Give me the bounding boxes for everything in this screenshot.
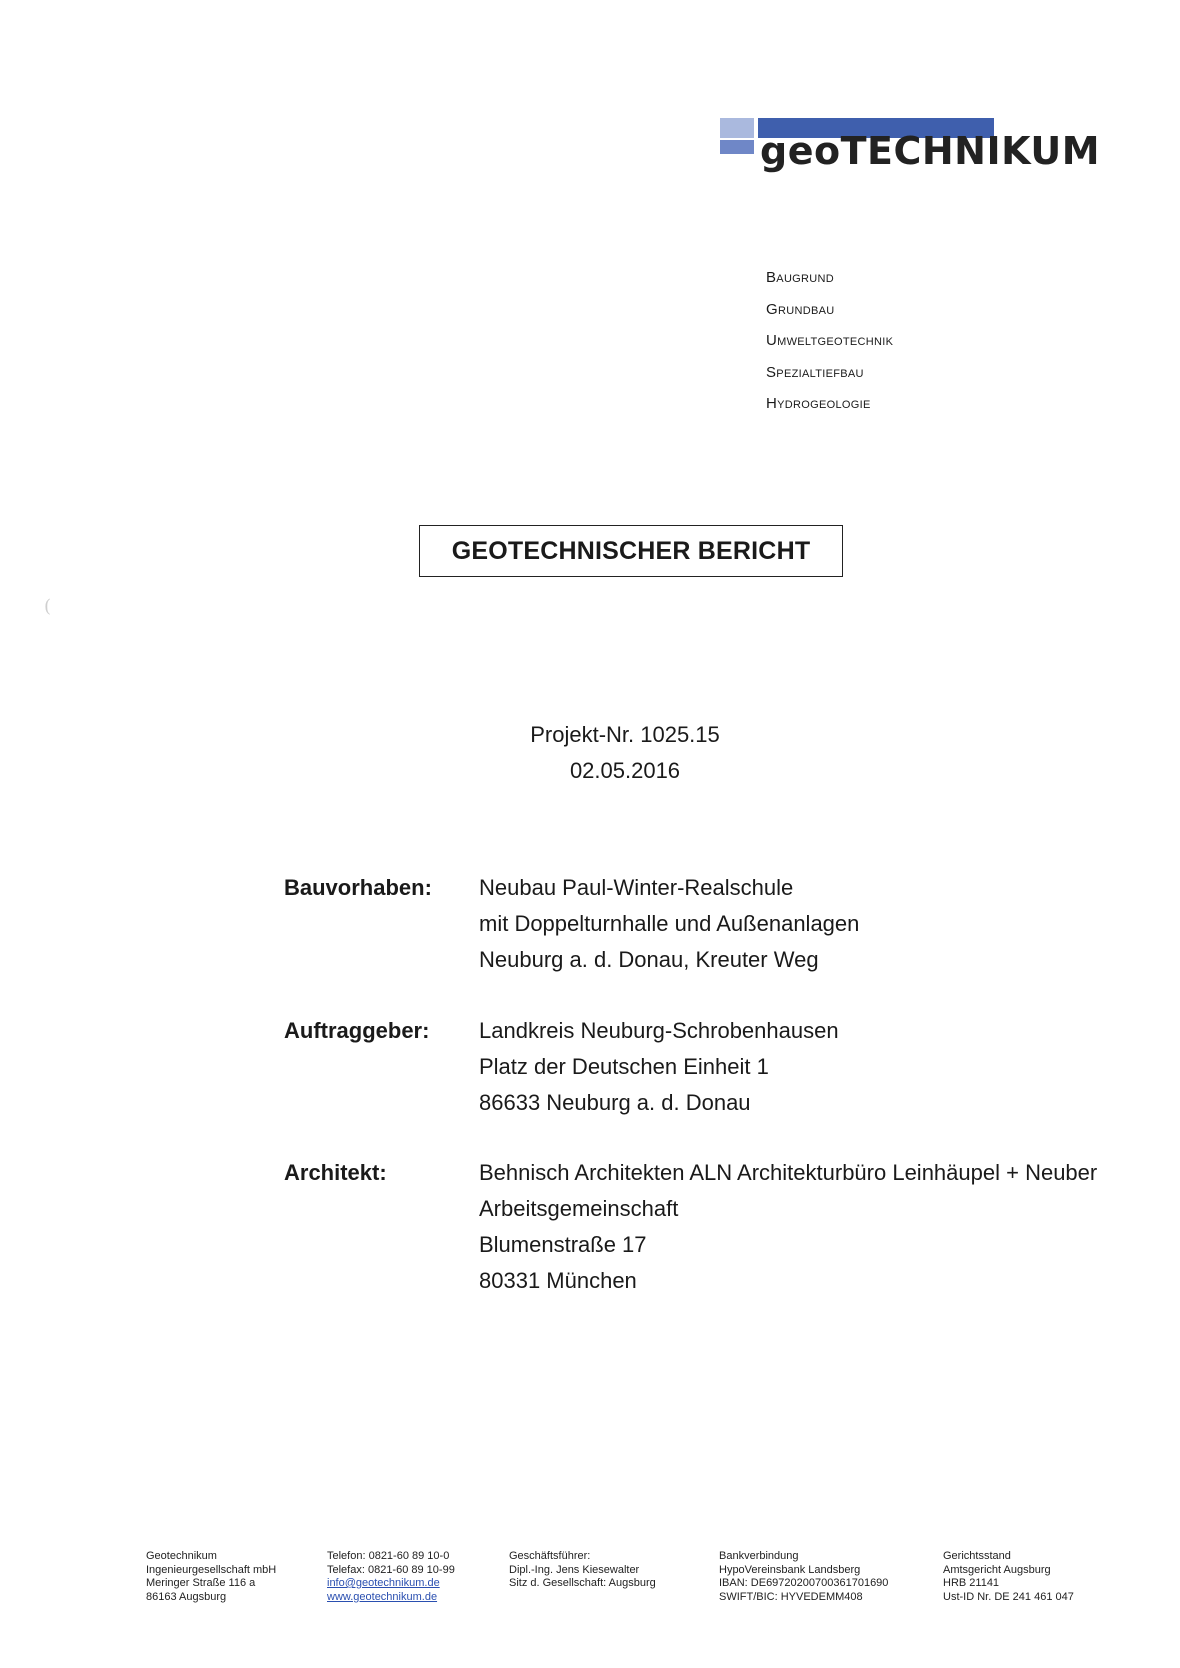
section-label: Auftraggeber:	[284, 1018, 430, 1043]
footer-phone: Telefon: 0821-60 89 10-0	[327, 1550, 450, 1562]
section-line: Arbeitsgemeinschaft	[479, 1196, 679, 1221]
section-line: 86633 Neuburg a. d. Donau	[479, 1090, 751, 1115]
service-item: Baugrund	[766, 269, 835, 286]
footer-line: Gerichtsstand	[943, 1550, 1011, 1562]
footer-line: Sitz d. Gesellschaft: Augsburg	[509, 1577, 656, 1589]
footer-line: Amtsgericht Augsburg	[943, 1563, 1051, 1576]
service-item: Hydrogeologie	[766, 395, 871, 412]
footer-line: Meringer Straße 116 a	[146, 1577, 256, 1589]
footer-line: IBAN: DE69720200700361701690	[719, 1577, 889, 1589]
footer-line: 86163 Augsburg	[146, 1590, 227, 1603]
scan-mark: (	[44, 596, 52, 617]
logo-square-light	[720, 118, 754, 138]
footer-email-link[interactable]: info@geotechnikum.de	[327, 1577, 440, 1589]
section-line: Neubau Paul-Winter-Realschule	[479, 875, 794, 900]
section-line: Neuburg a. d. Donau, Kreuter Weg	[479, 947, 819, 972]
footer-line: SWIFT/BIC: HYVEDEMM408	[719, 1590, 863, 1603]
page-footer	[146, 1550, 1106, 1610]
section-label: Bauvorhaben:	[284, 875, 432, 900]
section-line: mit Doppelturnhalle und Außenanlagen	[479, 911, 860, 936]
project-date: 02.05.2016	[569, 758, 681, 783]
footer-court	[943, 1550, 1074, 1604]
footer-contact	[327, 1550, 455, 1604]
report-title: GEOTECHNISCHER BERICHT	[451, 536, 811, 565]
section-lines	[479, 1155, 1097, 1299]
section-line: Landkreis Neuburg-Schrobenhausen	[479, 1018, 839, 1043]
footer-line: Geschäftsführer:	[509, 1550, 591, 1562]
footer-management	[509, 1550, 656, 1591]
footer-web-link[interactable]: www.geotechnikum.de	[327, 1590, 438, 1603]
section-label: Architekt:	[284, 1160, 387, 1185]
section-lines	[479, 1013, 839, 1121]
section-line: Behnisch Architekten ALN Architekturbüro Leinhäupel + Neuber	[479, 1160, 1098, 1185]
service-item: Umweltgeotechnik	[766, 332, 894, 349]
footer-line: Ingenieurgesellschaft mbH	[146, 1563, 277, 1576]
logo-wordmark: geoTECHNIKUM	[760, 129, 1101, 173]
footer-line: Geotechnikum	[146, 1550, 217, 1562]
company-logo	[720, 116, 1110, 191]
footer-bank	[719, 1550, 888, 1604]
logo-square-mid	[720, 140, 754, 154]
service-item: Grundbau	[766, 300, 835, 318]
footer-line: Dipl.-Ing. Jens Kiesewalter	[509, 1563, 640, 1576]
section-line: Blumenstraße 17	[479, 1232, 647, 1257]
footer-line: Ust-ID Nr. DE 241 461 047	[943, 1590, 1074, 1603]
footer-line: HRB 21141	[943, 1577, 1000, 1589]
section-line: 80331 München	[479, 1268, 637, 1293]
section-lines	[479, 870, 859, 978]
project-info	[430, 717, 820, 789]
services-list	[766, 262, 893, 420]
footer-line: Bankverbindung	[719, 1550, 799, 1562]
project-number: Projekt-Nr. 1025.15	[530, 722, 720, 747]
footer-company	[146, 1550, 276, 1604]
section-line: Platz der Deutschen Einheit 1	[479, 1054, 769, 1079]
service-item: Spezialtiefbau	[766, 363, 864, 381]
report-title-box	[419, 525, 843, 577]
footer-line: HypoVereinsbank Landsberg	[719, 1563, 861, 1576]
footer-fax: Telefax: 0821-60 89 10-99	[327, 1563, 455, 1576]
